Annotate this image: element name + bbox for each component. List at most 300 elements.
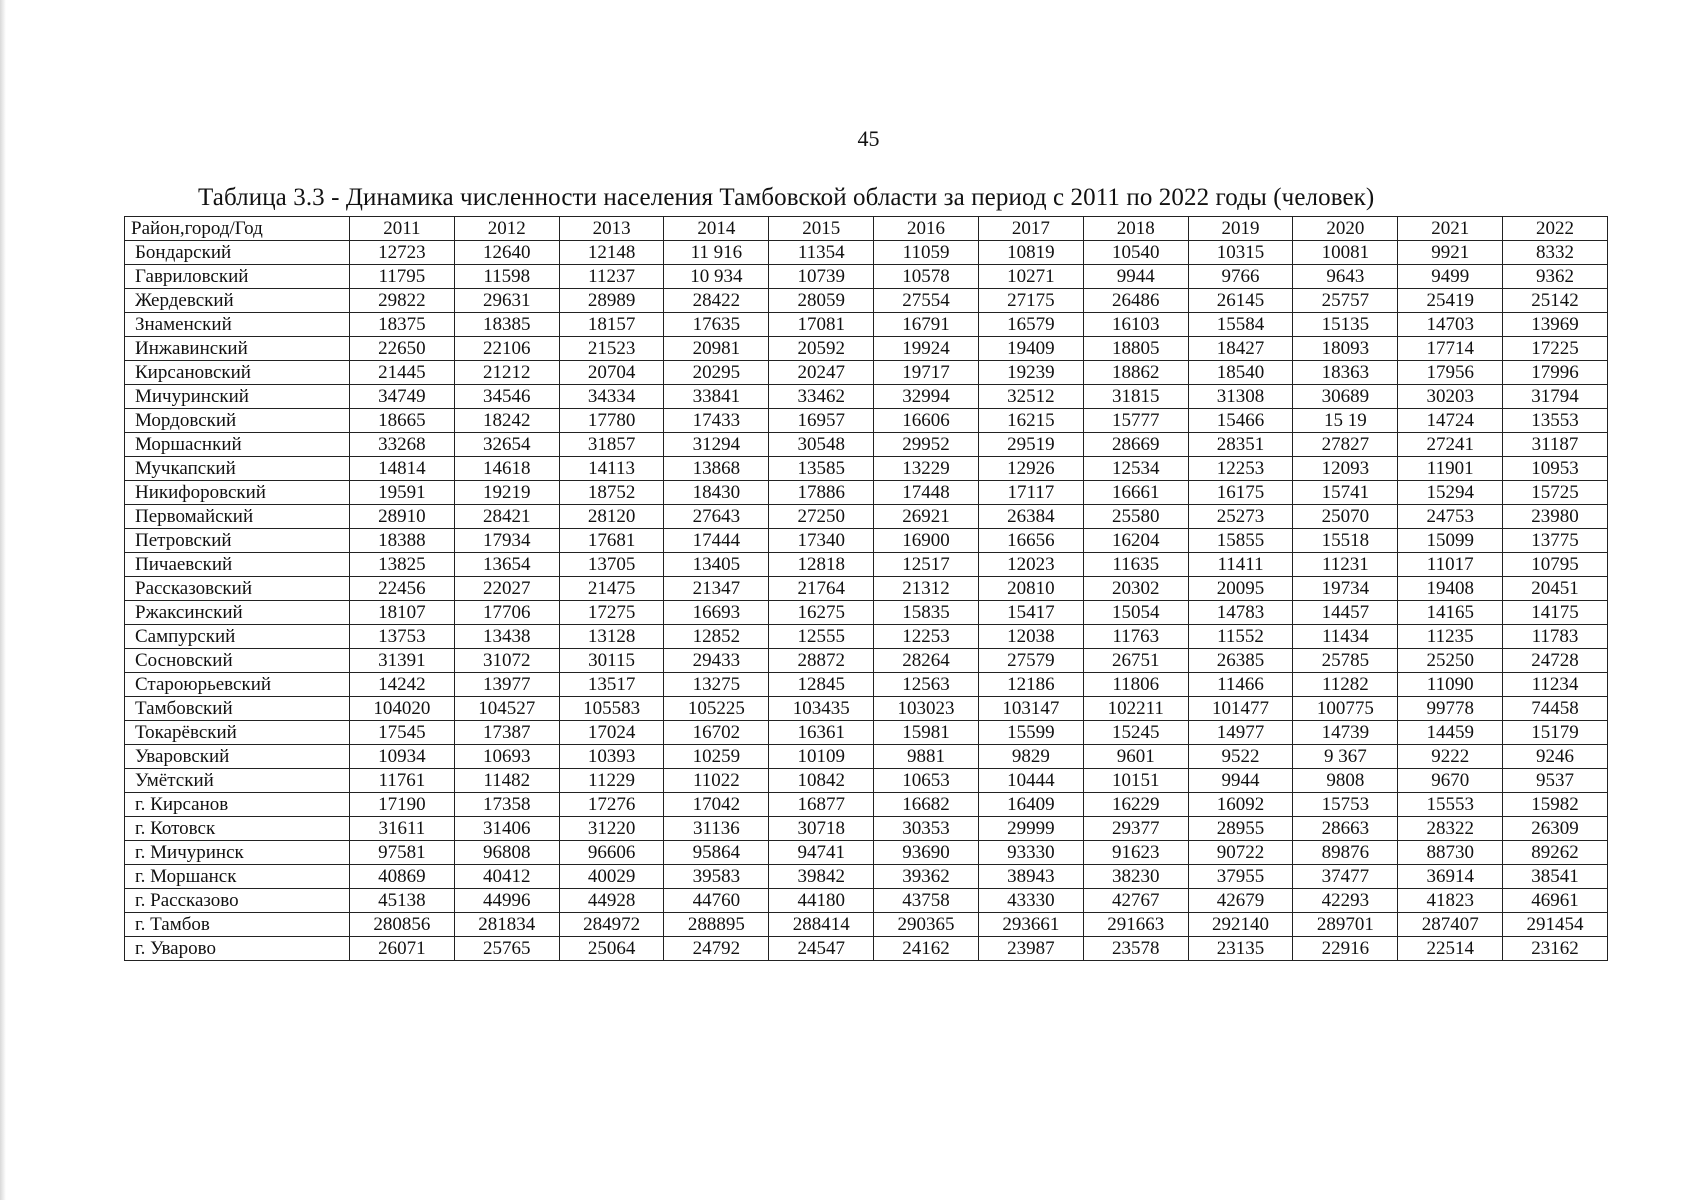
table-cell: 18385 [454,313,559,337]
table-cell: 19591 [350,481,455,505]
table-cell: 18157 [559,313,664,337]
table-row [125,601,1608,625]
table-cell: 26145 [1188,289,1293,313]
table-cell: 38943 [978,865,1083,889]
table-cell: 16682 [874,793,979,817]
table-cell: 14783 [1188,601,1293,625]
table-cell: 11017 [1398,553,1503,577]
row-name: Ржаксинский [125,601,350,625]
table-cell: 24162 [874,937,979,961]
table-cell: 17225 [1503,337,1608,361]
table-cell: 16877 [769,793,874,817]
table-cell: 18430 [664,481,769,505]
table-cell: 19239 [978,361,1083,385]
table-cell: 25757 [1293,289,1398,313]
table-cell: 28421 [454,505,559,529]
table-cell: 15179 [1503,721,1608,745]
table-cell: 25785 [1293,649,1398,673]
table-cell: 22916 [1293,937,1398,961]
table-cell: 11434 [1293,625,1398,649]
table-cell: 22650 [350,337,455,361]
table-cell: 15725 [1503,481,1608,505]
table-cell: 42679 [1188,889,1293,913]
table-cell: 34546 [454,385,559,409]
table-cell: 13705 [559,553,664,577]
table-cell: 14175 [1503,601,1608,625]
table-cell: 15294 [1398,481,1503,505]
header-year: 2015 [769,217,874,241]
table-cell: 26309 [1503,817,1608,841]
header-year: 2017 [978,217,1083,241]
table-cell: 9808 [1293,769,1398,793]
table-cell: 9670 [1398,769,1503,793]
table-cell: 20295 [664,361,769,385]
table-cell: 13128 [559,625,664,649]
table-row [125,625,1608,649]
table-cell: 17545 [350,721,455,745]
table-cell: 95864 [664,841,769,865]
table-cell: 96808 [454,841,559,865]
table-cell: 104020 [350,697,455,721]
table-cell: 24792 [664,937,769,961]
row-name: Никифоровский [125,481,350,505]
table-cell: 9246 [1503,745,1608,769]
table-cell: 17444 [664,529,769,553]
table-cell: 17042 [664,793,769,817]
table-cell: 16693 [664,601,769,625]
table-row [125,913,1608,937]
table-cell: 17190 [350,793,455,817]
table-cell: 45138 [350,889,455,913]
row-name: Мичуринский [125,385,350,409]
table-cell: 18540 [1188,361,1293,385]
table-cell: 29433 [664,649,769,673]
table-cell: 23162 [1503,937,1608,961]
header-year: 2012 [454,217,559,241]
table-cell: 24728 [1503,649,1608,673]
table-cell: 19717 [874,361,979,385]
header-row [125,217,1608,241]
row-name: Умётский [125,769,350,793]
table-cell: 14457 [1293,601,1398,625]
table-cell: 10842 [769,769,874,793]
table-row [125,721,1608,745]
table-row [125,577,1608,601]
table-row [125,289,1608,313]
table-cell: 44996 [454,889,559,913]
table-cell: 44760 [664,889,769,913]
table-cell: 13517 [559,673,664,697]
table-cell: 34749 [350,385,455,409]
table-cell: 12038 [978,625,1083,649]
table-cell: 103435 [769,697,874,721]
table-cell: 11763 [1083,625,1188,649]
table-cell: 31857 [559,433,664,457]
table-cell: 26921 [874,505,979,529]
row-name: Гавриловский [125,265,350,289]
table-cell: 11059 [874,241,979,265]
table-cell: 9522 [1188,745,1293,769]
table-cell: 293661 [978,913,1083,937]
table-cell: 96606 [559,841,664,865]
table-cell: 21764 [769,577,874,601]
table-cell: 11235 [1398,625,1503,649]
table-cell: 30353 [874,817,979,841]
table-cell: 12926 [978,457,1083,481]
table-cell: 15518 [1293,529,1398,553]
table-cell: 38230 [1083,865,1188,889]
table-cell: 100775 [1293,697,1398,721]
table-cell: 16204 [1083,529,1188,553]
table-cell: 21445 [350,361,455,385]
table-cell: 10 934 [664,265,769,289]
table-cell: 101477 [1188,697,1293,721]
table-cell: 9222 [1398,745,1503,769]
table-row [125,361,1608,385]
table-cell: 17448 [874,481,979,505]
table-cell: 34334 [559,385,664,409]
row-name: Староюрьевский [125,673,350,697]
table-cell: 25419 [1398,289,1503,313]
row-name: Сосновский [125,649,350,673]
table-cell: 40029 [559,865,664,889]
table-cell: 15584 [1188,313,1293,337]
table-cell: 15466 [1188,409,1293,433]
table-cell: 11354 [769,241,874,265]
row-name: Рассказовский [125,577,350,601]
row-name: Жердевский [125,289,350,313]
table-cell: 18242 [454,409,559,433]
table-cell: 13969 [1503,313,1608,337]
table-cell: 27241 [1398,433,1503,457]
table-cell: 91623 [1083,841,1188,865]
table-cell: 14242 [350,673,455,697]
row-name: Токарёвский [125,721,350,745]
table-cell: 13438 [454,625,559,649]
table-cell: 26486 [1083,289,1188,313]
table-row [125,697,1608,721]
table-row [125,505,1608,529]
table-cell: 12023 [978,553,1083,577]
table-cell: 281834 [454,913,559,937]
table-cell: 9944 [1188,769,1293,793]
table-cell: 31794 [1503,385,1608,409]
table-cell: 14165 [1398,601,1503,625]
header-year: 2018 [1083,217,1188,241]
table-cell: 17358 [454,793,559,817]
table-cell: 28955 [1188,817,1293,841]
table-cell: 27579 [978,649,1083,673]
table-cell: 27554 [874,289,979,313]
table-cell: 15553 [1398,793,1503,817]
table-cell: 17081 [769,313,874,337]
table-cell: 10693 [454,745,559,769]
table-cell: 12852 [664,625,769,649]
row-name: г. Тамбов [125,913,350,937]
header-year: 2019 [1188,217,1293,241]
table-cell: 17024 [559,721,664,745]
row-name: Инжавинский [125,337,350,361]
table-cell: 31391 [350,649,455,673]
table-cell: 14814 [350,457,455,481]
header-label: Район,город/Год [125,217,350,241]
table-cell: 17956 [1398,361,1503,385]
table-cell: 16791 [874,313,979,337]
table-cell: 11466 [1188,673,1293,697]
table-row [125,841,1608,865]
table-cell: 17276 [559,793,664,817]
table-cell: 27175 [978,289,1083,313]
table-cell: 12253 [874,625,979,649]
table-cell: 10953 [1503,457,1608,481]
table-cell: 16900 [874,529,979,553]
table-row [125,769,1608,793]
table-cell: 39362 [874,865,979,889]
table-cell: 12640 [454,241,559,265]
table-cell: 99778 [1398,697,1503,721]
table-cell: 13405 [664,553,769,577]
table-cell: 31308 [1188,385,1293,409]
table-cell: 29631 [454,289,559,313]
table-cell: 21523 [559,337,664,361]
table-cell: 12517 [874,553,979,577]
population-table [124,216,1608,961]
table-cell: 12093 [1293,457,1398,481]
table-cell: 20247 [769,361,874,385]
table-cell: 33268 [350,433,455,457]
table-cell: 39842 [769,865,874,889]
table-cell: 28351 [1188,433,1293,457]
table-cell: 25580 [1083,505,1188,529]
table-cell: 9921 [1398,241,1503,265]
table-cell: 27250 [769,505,874,529]
table-cell: 10934 [350,745,455,769]
table-cell: 103023 [874,697,979,721]
table-cell: 15135 [1293,313,1398,337]
table-cell: 89262 [1503,841,1608,865]
table-cell: 11234 [1503,673,1608,697]
table-cell: 23578 [1083,937,1188,961]
table-cell: 9944 [1083,265,1188,289]
table-cell: 14977 [1188,721,1293,745]
table-cell: 287407 [1398,913,1503,937]
page-number: 45 [857,126,880,151]
table-cell: 16361 [769,721,874,745]
table-cell: 14739 [1293,721,1398,745]
table-cell: 10739 [769,265,874,289]
table-cell: 31611 [350,817,455,841]
header-year: 2011 [350,217,455,241]
table-cell: 22027 [454,577,559,601]
table-cell: 37477 [1293,865,1398,889]
table-cell: 11482 [454,769,559,793]
header-year: 2013 [559,217,664,241]
table-cell: 12148 [559,241,664,265]
table-cell: 17996 [1503,361,1608,385]
table-cell: 21347 [664,577,769,601]
table-row [125,433,1608,457]
table-cell: 15777 [1083,409,1188,433]
table-cell: 11783 [1503,625,1608,649]
table-cell: 12555 [769,625,874,649]
table-cell: 25064 [559,937,664,961]
table-cell: 40869 [350,865,455,889]
table-cell: 17433 [664,409,769,433]
table-cell: 12186 [978,673,1083,697]
table-cell: 10393 [559,745,664,769]
table-cell: 29999 [978,817,1083,841]
table-row [125,793,1608,817]
table-cell: 38541 [1503,865,1608,889]
table-cell: 20095 [1188,577,1293,601]
table-cell: 30689 [1293,385,1398,409]
table-cell: 28872 [769,649,874,673]
header-year: 2016 [874,217,979,241]
row-name: Уваровский [125,745,350,769]
table-cell: 17275 [559,601,664,625]
table-row [125,865,1608,889]
table-cell: 18427 [1188,337,1293,361]
row-name: г. Мичуринск [125,841,350,865]
table-cell: 18665 [350,409,455,433]
table-row [125,553,1608,577]
table-cell: 28989 [559,289,664,313]
table-cell: 17780 [559,409,664,433]
table-cell: 18093 [1293,337,1398,361]
table-cell: 16656 [978,529,1083,553]
table-cell: 12845 [769,673,874,697]
table-cell: 288414 [769,913,874,937]
table-row [125,673,1608,697]
table-cell: 23135 [1188,937,1293,961]
table-cell: 37955 [1188,865,1293,889]
table-cell: 31294 [664,433,769,457]
table-cell: 17635 [664,313,769,337]
table-cell: 13275 [664,673,769,697]
table-cell: 26384 [978,505,1083,529]
table-cell: 291454 [1503,913,1608,937]
table-title: Таблица 3.3 - Динамика численности населения Тамбовской области за период с 2011 по 2022 годы (человек) [198,184,1375,211]
table-cell: 10444 [978,769,1083,793]
table-cell: 10653 [874,769,979,793]
table-cell: 44180 [769,889,874,913]
table-cell: 20592 [769,337,874,361]
scan-edge [0,0,6,1200]
table-cell: 16229 [1083,793,1188,817]
table-cell: 11761 [350,769,455,793]
table-cell: 27643 [664,505,769,529]
row-name: Кирсановский [125,361,350,385]
table-cell: 28422 [664,289,769,313]
table-cell: 24753 [1398,505,1503,529]
table-cell: 17714 [1398,337,1503,361]
table-cell: 15982 [1503,793,1608,817]
table-row [125,241,1608,265]
table-cell: 280856 [350,913,455,937]
table-cell: 22514 [1398,937,1503,961]
table-cell: 18375 [350,313,455,337]
table-cell: 11411 [1188,553,1293,577]
table-cell: 9537 [1503,769,1608,793]
table-cell: 33462 [769,385,874,409]
table-cell: 17886 [769,481,874,505]
table-cell: 28663 [1293,817,1398,841]
table-cell: 26385 [1188,649,1293,673]
table-cell: 42293 [1293,889,1398,913]
table-cell: 102211 [1083,697,1188,721]
table-cell: 14703 [1398,313,1503,337]
table-cell: 30115 [559,649,664,673]
table-cell: 14724 [1398,409,1503,433]
table-cell: 20451 [1503,577,1608,601]
table-cell: 12723 [350,241,455,265]
table-cell: 23980 [1503,505,1608,529]
table-cell: 10271 [978,265,1083,289]
table-cell: 25250 [1398,649,1503,673]
table-cell: 18752 [559,481,664,505]
table-cell: 17934 [454,529,559,553]
table-cell: 16957 [769,409,874,433]
table-cell: 11229 [559,769,664,793]
row-name: Тамбовский [125,697,350,721]
table-cell: 10259 [664,745,769,769]
table-row [125,457,1608,481]
table-cell: 28910 [350,505,455,529]
table-cell: 13553 [1503,409,1608,433]
table-cell: 14459 [1398,721,1503,745]
table-cell: 22456 [350,577,455,601]
table-cell: 15054 [1083,601,1188,625]
table-cell: 290365 [874,913,979,937]
table-cell: 18805 [1083,337,1188,361]
table-cell: 14618 [454,457,559,481]
table-cell: 15245 [1083,721,1188,745]
table-cell: 12563 [874,673,979,697]
table-cell: 13825 [350,553,455,577]
table-cell: 15 19 [1293,409,1398,433]
table-cell: 28322 [1398,817,1503,841]
table-cell: 11231 [1293,553,1398,577]
table-cell: 13868 [664,457,769,481]
row-name: Мордовский [125,409,350,433]
row-name: г. Уварово [125,937,350,961]
table-cell: 15981 [874,721,979,745]
table-cell: 21212 [454,361,559,385]
table-cell: 10081 [1293,241,1398,265]
table-cell: 89876 [1293,841,1398,865]
header-year: 2022 [1503,217,1608,241]
table-cell: 28669 [1083,433,1188,457]
table-cell: 18363 [1293,361,1398,385]
table-row [125,313,1608,337]
table-cell: 31136 [664,817,769,841]
table-cell: 29822 [350,289,455,313]
table-cell: 12818 [769,553,874,577]
table-cell: 19734 [1293,577,1398,601]
table-cell: 94741 [769,841,874,865]
table-cell: 10109 [769,745,874,769]
table-cell: 23987 [978,937,1083,961]
table-cell: 11806 [1083,673,1188,697]
table-cell: 9881 [874,745,979,769]
table-cell: 18107 [350,601,455,625]
table-cell: 13654 [454,553,559,577]
table-cell: 29377 [1083,817,1188,841]
table-cell: 16579 [978,313,1083,337]
table-cell: 19924 [874,337,979,361]
table-cell: 11090 [1398,673,1503,697]
table-cell: 30718 [769,817,874,841]
